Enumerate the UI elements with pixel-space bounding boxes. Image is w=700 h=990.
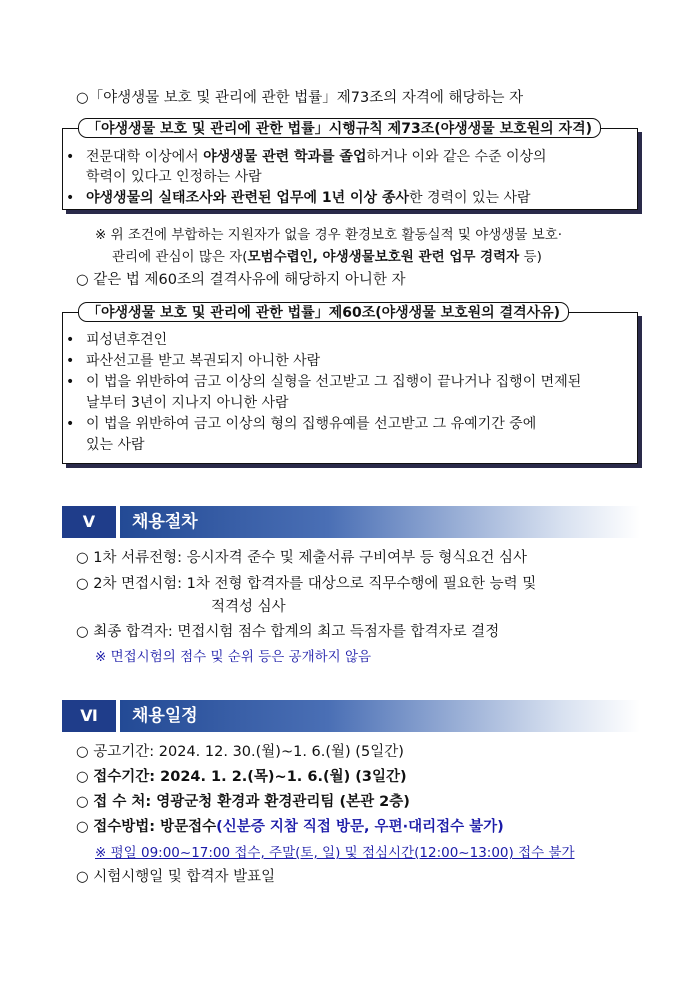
procedure-note: ※ 면접시험의 점수 및 순위 등은 공개하지 않음 xyxy=(95,649,372,665)
section-title: 채용절차 xyxy=(132,512,198,532)
schedule-application-method: ○ 접수방법: 방문접수(신분증 지참 직접 방문, 우편·대리접수 불가) xyxy=(76,819,504,835)
section-header-schedule xyxy=(62,700,640,732)
section-header-procedure xyxy=(62,506,640,538)
procedure-step-2-cont: 적격성 심사 xyxy=(211,599,286,615)
schedule-exam-date: ○ 시험시행일 및 합격자 발표일 xyxy=(76,869,276,885)
section-bar xyxy=(120,700,640,732)
schedule-application-place: ○ 접 수 처: 영광군청 환경과 환경관리팀 (본관 2층) xyxy=(76,794,410,810)
procedure-step-3: ○ 최종 합격자: 면접시험 점수 합계의 최고 득점자를 합격자로 결정 xyxy=(76,624,500,640)
procedure-step-2: ○ 2차 면접시험: 1차 전형 합격자를 대상으로 직무수행에 필요한 능력 및 xyxy=(76,576,537,592)
qualification-line-1: ○「야생생물 보호 및 관리에 관한 법률」제73조의 자격에 해당하는 자 xyxy=(76,90,524,106)
law-box-disqualification-title: 「야생생물 보호 및 관리에 관한 법률」제60조(야생생물 보호원의 결격사유) xyxy=(78,302,569,322)
section-number: Ⅴ xyxy=(62,506,116,538)
qualification-note-line-2: 관리에 관심이 많은 자(모범수렵인, 야생생물보호원 관련 업무 경력자 등) xyxy=(112,249,542,265)
qualification-line-2: ○ 같은 법 제60조의 결격사유에 해당하지 아니한 자 xyxy=(76,272,406,288)
section-number: Ⅵ xyxy=(62,700,116,732)
schedule-application-period: ○ 접수기간: 2024. 1. 2.(목)~1. 6.(월) (3일간) xyxy=(76,769,407,785)
qualification-note-line-1: ※ 위 조건에 부합하는 지원자가 없을 경우 환경보호 활동실적 및 야생생물 보호· xyxy=(95,227,563,243)
schedule-announcement-period: ○ 공고기간: 2024. 12. 30.(월)~1. 6.(월) (5일간) xyxy=(76,744,404,760)
procedure-step-1: ○ 1차 서류전형: 응시자격 준수 및 제출서류 구비여부 등 형식요건 심사 xyxy=(76,550,528,566)
section-title: 채용일정 xyxy=(132,706,198,726)
schedule-note: ※ 평일 09:00~17:00 접수, 주말(토, 일) 및 점심시간(12:00~13:00) 접수 불가 xyxy=(95,845,575,861)
law-box-qualification-title: 「야생생물 보호 및 관리에 관한 법률」시행규칙 제73조(야생생물 보호원의 자격) xyxy=(78,118,601,138)
section-bar xyxy=(120,506,640,538)
